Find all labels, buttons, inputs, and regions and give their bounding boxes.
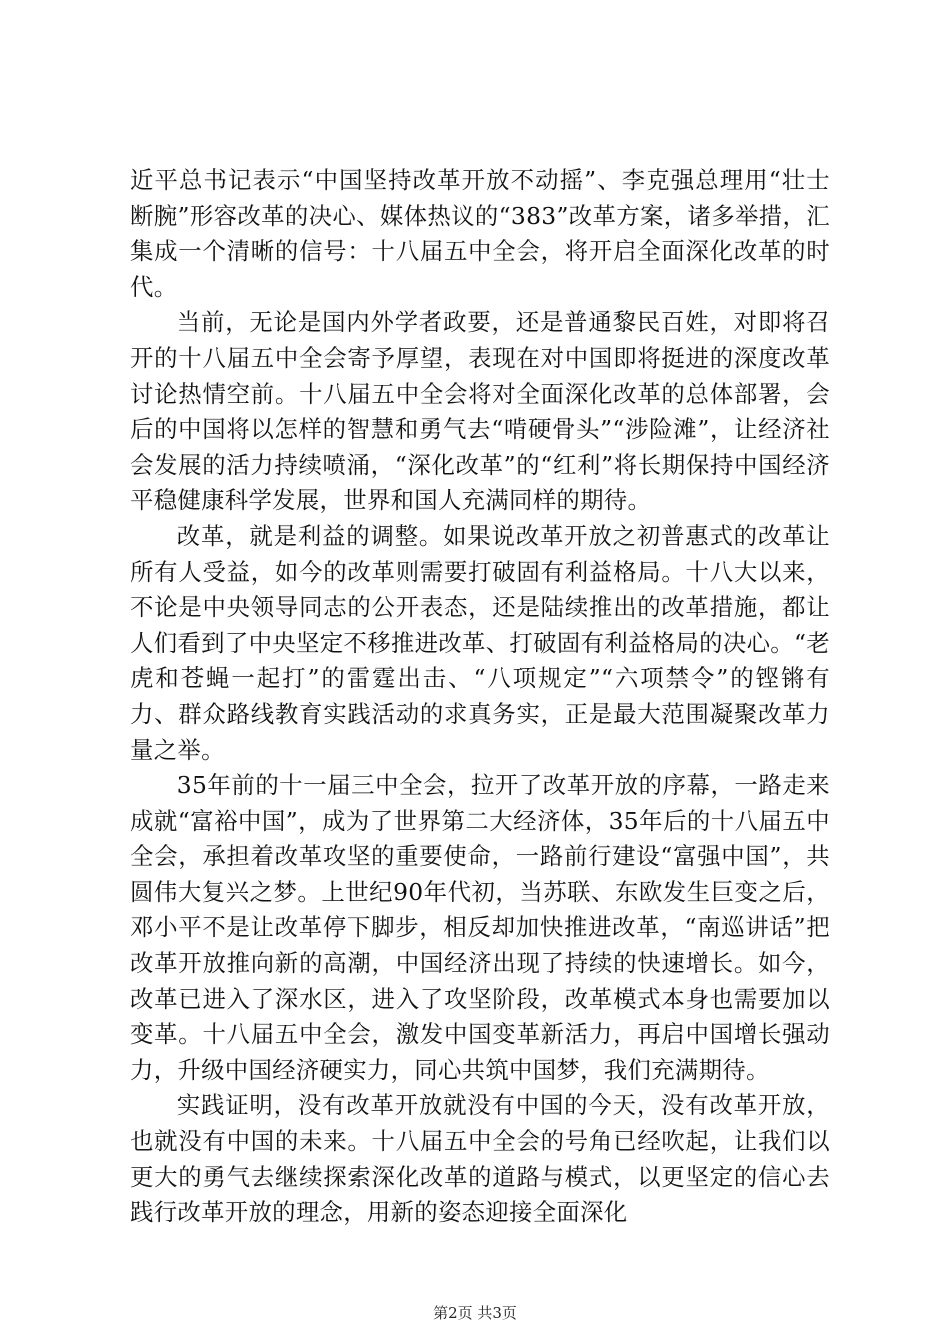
paragraph-1: 近平总书记表示“中国坚持改革开放不动摇”、李克强总理用“壮士断腕”形容改革的决心、媒体热议的“383”改革方案，诸多举措，汇集成一个清晰的信号：十八届五中全会，将开启全面深化改革的时代。 [130,166,830,301]
paragraph-2: 当前，无论是国内外学者政要，还是普通黎民百姓，对即将召开的十八届五中全会寄予厚望，表现在对中国即将挺进的深度改革讨论热情空前。十八届五中全会将对全面深化改革的总体部署，会后的中国将以怎样的智慧和勇气去“啃硬骨头”“涉险滩”，让经济社会发展的活力持续喷涌，“深化改革”的“红利”将长期保持中国经济平稳健康科学发展，世界和国人充满同样的期待。 [130,308,830,515]
paragraph-3: 改革，就是利益的调整。如果说改革开放之初普惠式的改革让所有人受益，如今的改革则需要打破固有利益格局。十八大以来，不论是中央领导同志的公开表态，还是陆续推出的改革措施，都让人们看到了中央坚定不移推进改革、打破固有利益格局的决心。“老虎和苍蝇一起打”的雷霆出击、“八项规定”“六项禁令”的铿锵有力、群众路线教育实践活动的求真务实，正是最大范围凝聚改革力量之举。 [130,521,830,764]
paragraph-5: 实践证明，没有改革开放就没有中国的今天，没有改革开放，也就没有中国的未来。十八届五中全会的号角已经吹起，让我们以更大的勇气去继续探索深化改革的道路与模式，以更坚定的信心去践行改革开放的理念，用新的姿态迎接全面深化 [130,1091,830,1227]
document-body [130,163,830,1231]
page-number-label: 第2页 共3页 [433,1304,517,1322]
paragraph-4: 35年前的十一届三中全会，拉开了改革开放的序幕，一路走来成就“富裕中国”，成为了世界第二大经济体，35年后的十八届五中全会，承担着改革攻坚的重要使命，一路前行建设“富强中国”，共圆伟大复兴之梦。上世纪90年代初，当苏联、东欧发生巨变之后，邓小平不是让改革停下脚步，相反却加快推进改革，“南巡讲话”把改革开放推向新的高潮，中国经济出现了持续的快速增长。如今，改革已进入了深水区，进入了攻坚阶段，改革模式本身也需要加以变革。十八届五中全会，激发中国变革新活力，再启中国增长强动力，升级中国经济硬实力，同心共筑中国梦，我们充满期待。 [130,771,830,1084]
page-footer [0,1303,950,1323]
